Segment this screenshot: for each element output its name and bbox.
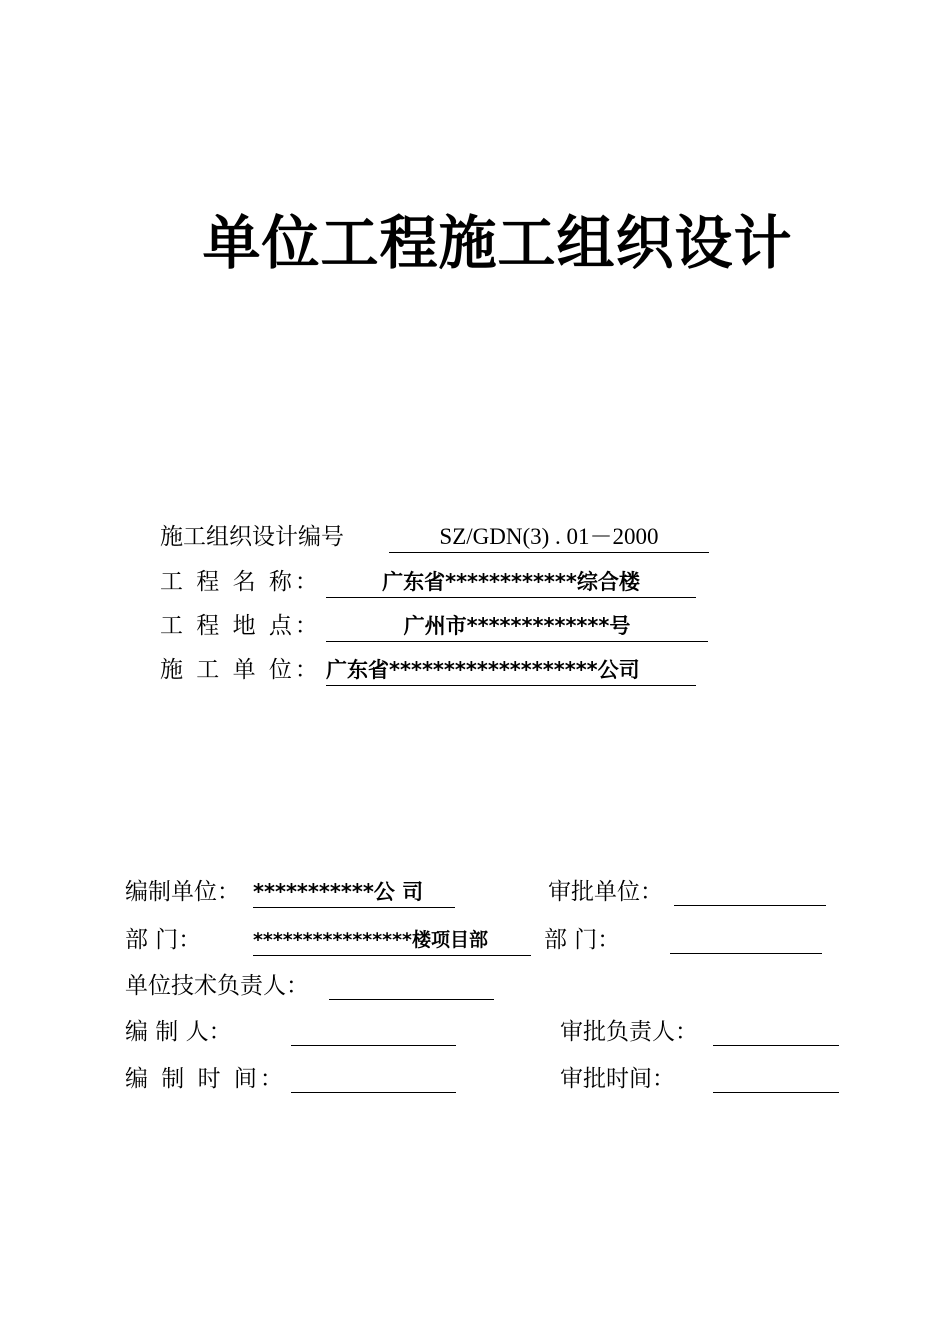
approve-lead-label: 审批负责人： [560, 1019, 698, 1045]
project-location-value: 广州市*************号 [326, 611, 708, 642]
code-label: 施工组织设计编号 [160, 524, 344, 550]
project-location-label: 工 程 地 点： [160, 613, 321, 639]
approve-time-label: 审批时间： [560, 1066, 675, 1092]
dept2-label: 部 门： [544, 927, 621, 953]
compile-unit-value: ***********公 司 [253, 877, 455, 908]
code-value: SZ/GDN(3) . 01－2000 [389, 522, 709, 553]
construction-unit-label: 施 工 单 位： [160, 657, 321, 683]
document-title: 单位工程施工组织设计 [202, 209, 793, 277]
approve-unit-label: 审批单位： [548, 879, 663, 905]
dept-value: ****************楼项目部 [253, 925, 531, 956]
tech-lead-blank [329, 971, 494, 1000]
compile-time-blank [291, 1064, 456, 1093]
project-name-label: 工 程 名 称： [160, 569, 321, 595]
dept-label: 部 门： [125, 927, 202, 953]
dept2-blank [670, 925, 822, 954]
tech-lead-label: 单位技术负责人： [125, 973, 309, 999]
compiler-label: 编 制 人： [125, 1019, 232, 1045]
approve-time-blank [713, 1064, 839, 1093]
compile-unit-label: 编制单位： [125, 879, 240, 905]
compiler-blank [291, 1017, 456, 1046]
approve-unit-blank [674, 877, 826, 906]
compile-time-label: 编 制 时 间： [125, 1066, 286, 1092]
approve-lead-blank [713, 1017, 839, 1046]
construction-unit-value: 广东省*******************公司 [326, 655, 696, 686]
project-name-value: 广东省************综合楼 [326, 567, 696, 598]
